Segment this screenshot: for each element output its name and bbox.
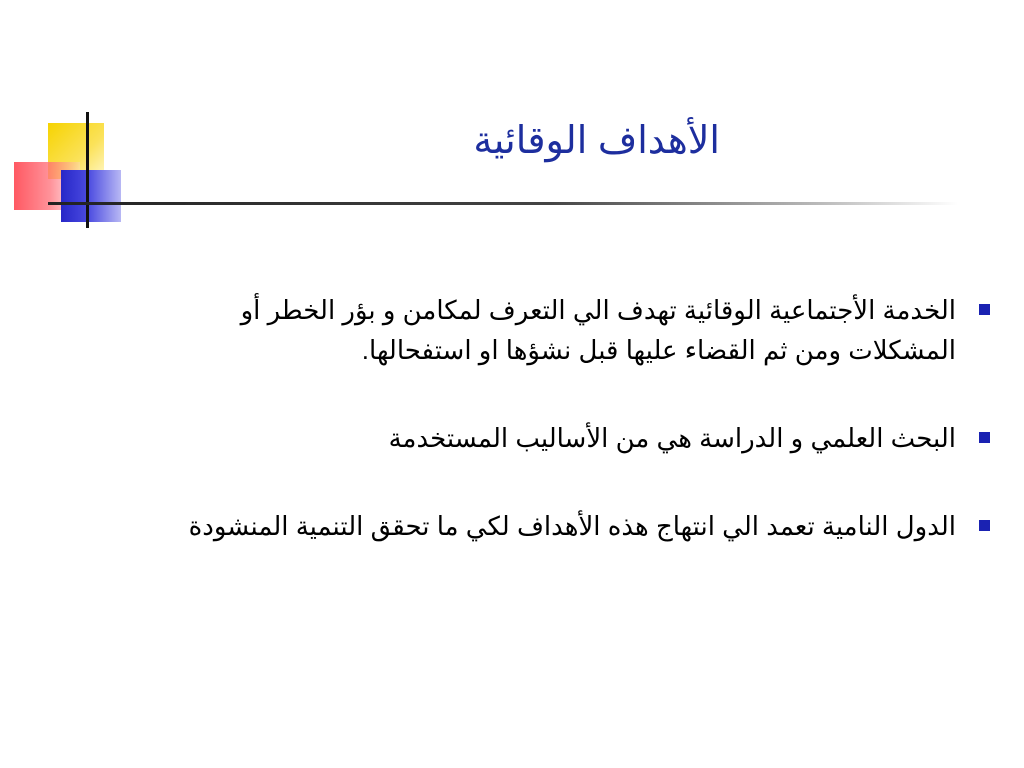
- bullet-item: [150, 506, 990, 546]
- bullet-list: [150, 290, 990, 546]
- slide-title: الأهداف الوقائية: [473, 120, 720, 162]
- bullet-item: [150, 418, 990, 458]
- square-bullet-icon: [979, 520, 990, 531]
- decorative-vertical-line: [86, 112, 89, 228]
- bullet-item: [150, 290, 990, 370]
- decorative-blue-square: [61, 170, 121, 222]
- bullet-text: البحث العلمي و الدراسة هي من الأساليب المستخدمة: [388, 423, 956, 453]
- square-bullet-icon: [979, 304, 990, 315]
- square-bullet-icon: [979, 432, 990, 443]
- bullet-text: الخدمة الأجتماعية الوقائية تهدف الي التعرف لمكامن و بؤر الخطر أو المشكلات ومن ثم القضاء عليها قبل نشؤها او استفحالها.: [240, 295, 956, 365]
- bullet-text: الدول النامية تعمد الي انتهاج هذه الأهداف لكي ما تحقق التنمية المنشودة: [188, 511, 956, 541]
- title-underline: [48, 202, 958, 205]
